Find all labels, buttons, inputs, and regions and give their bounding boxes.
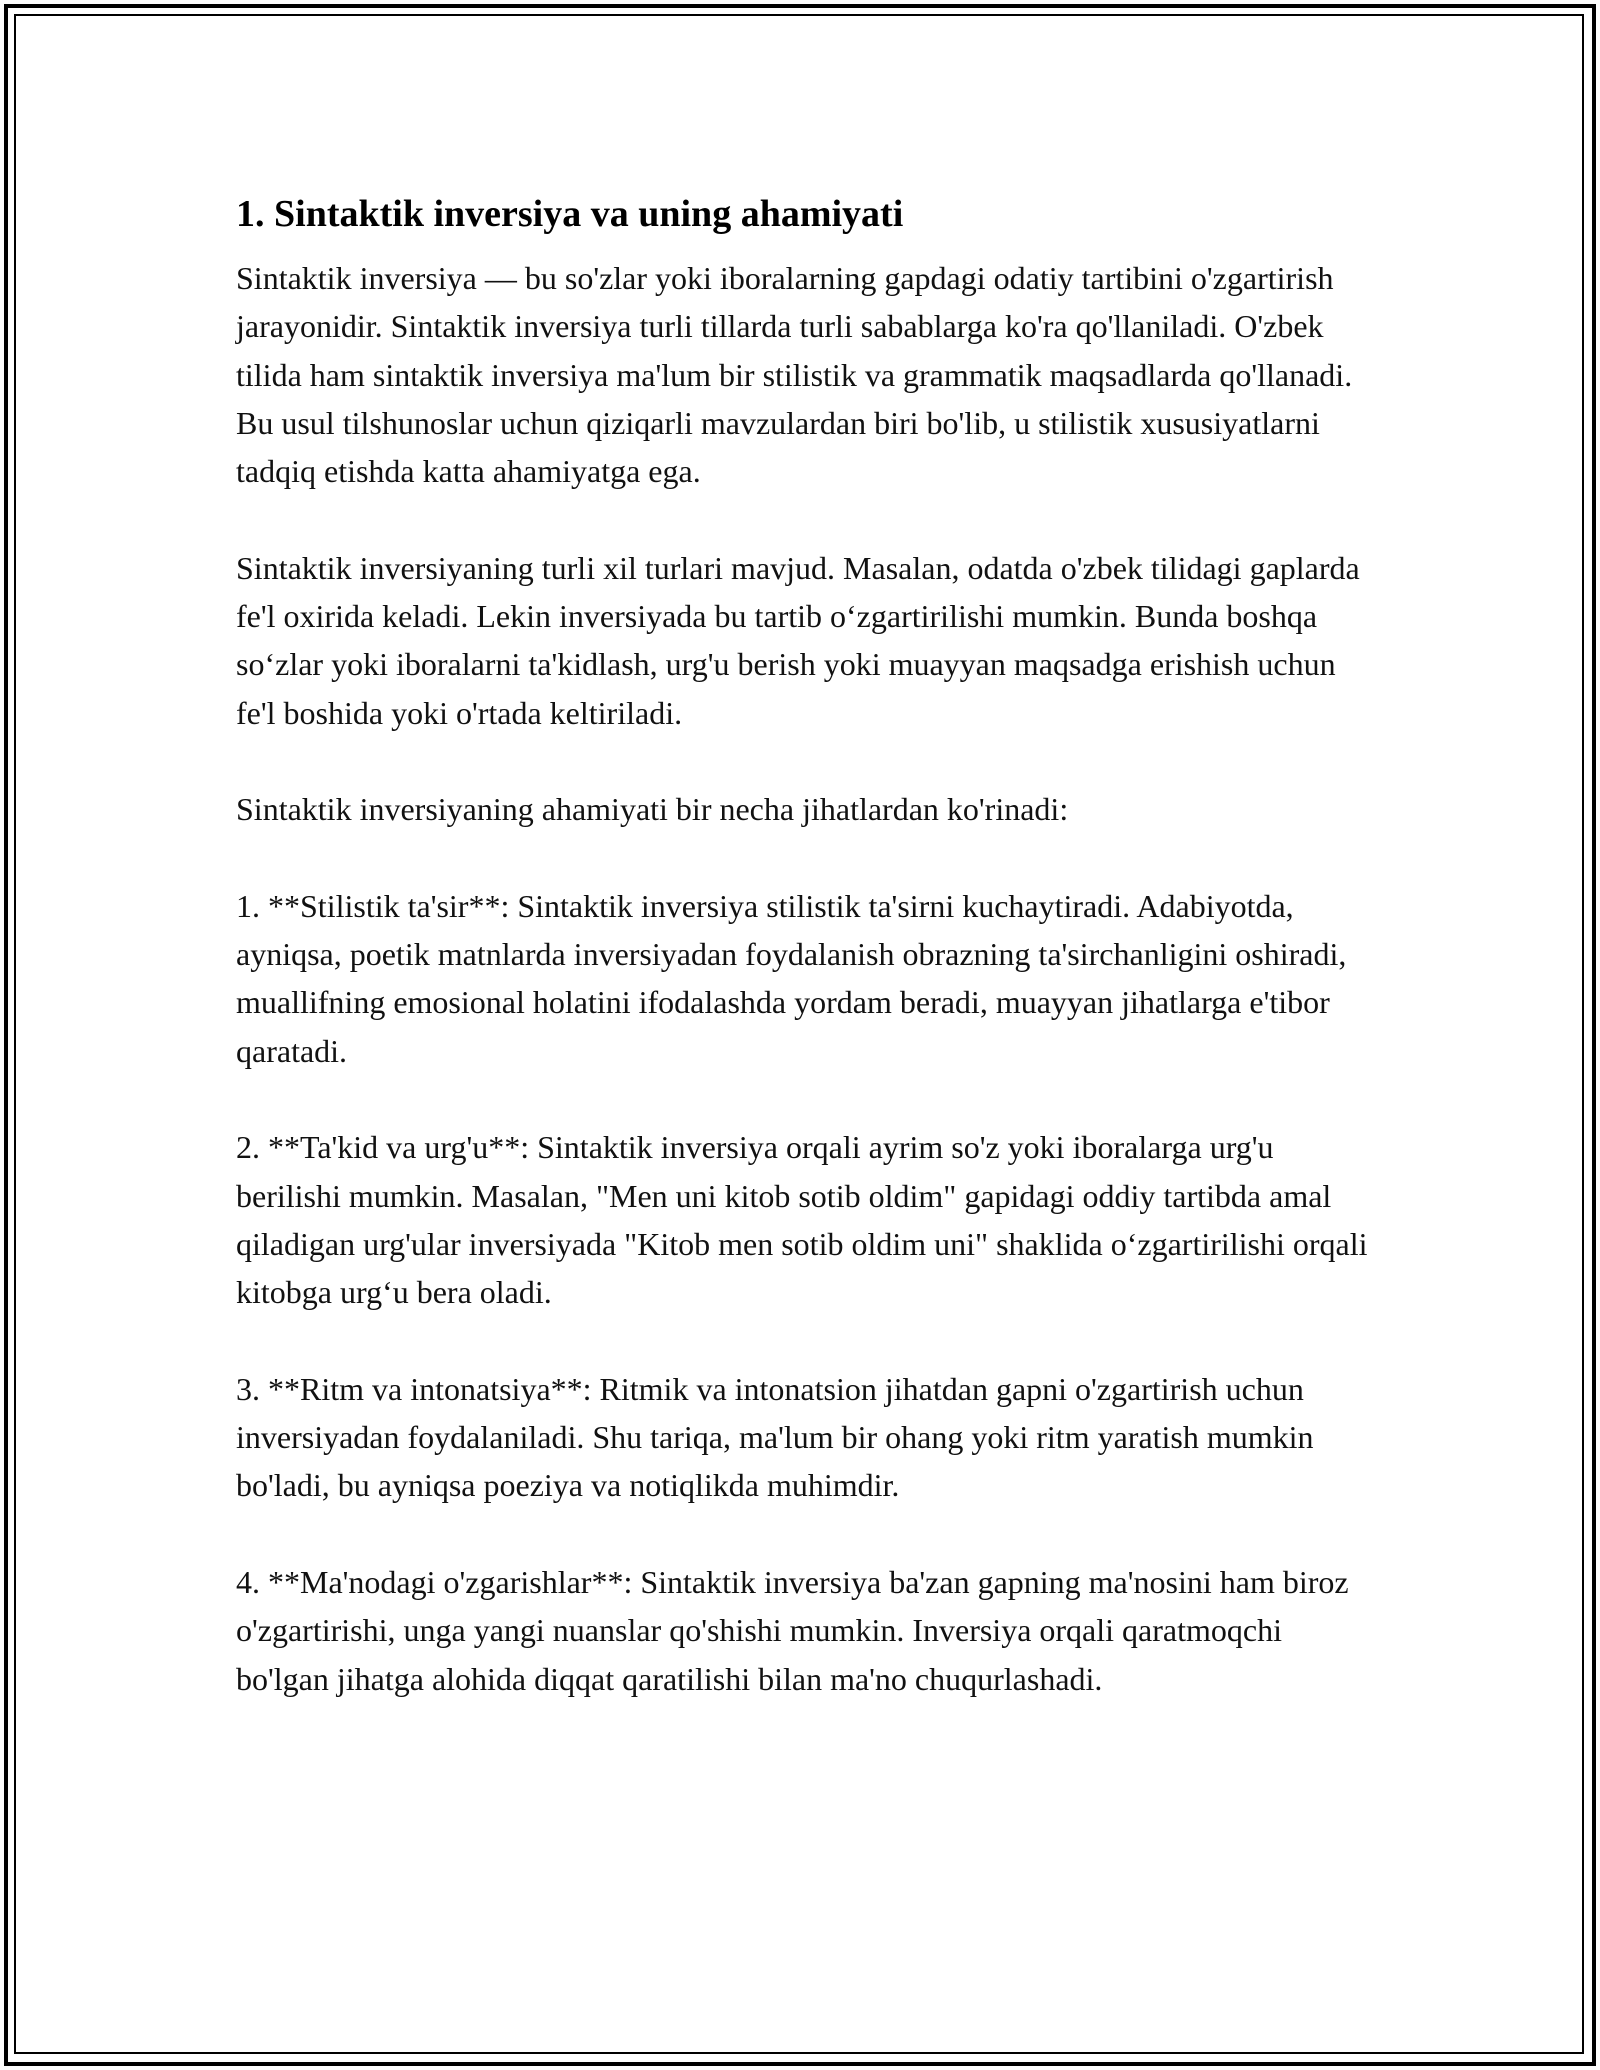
paragraph-importance-intro: Sintaktik inversiyaning ahamiyati bir necha jihatlardan ko'rinadi: bbox=[236, 791, 1069, 828]
list-item-rhythm: 3. **Ritm va intonatsiya**: Ritmik va intonatsion jihatdan gapni o'zgartirish uchun inversiyadan foydalaniladi. Shu tariqa, ma'lum bir ohang yoki ritm yaratish mumkin bo'ladi, bu ayniqsa poeziya va notiqlikda muhimdir. bbox=[236, 1370, 1314, 1504]
list-item-meaning-changes: 4. **Ma'nodagi o'zgarishlar**: Sintaktik inversiya ba'zan gapning ma'nosini ham biroz o'zgartirishi, unga yangi nuanslar qo'shishi mumkin. Inversiya orqali qaratmoqchi bo'lgan jihatga alohida diqqat qaratilishi bilan ma'no chuqurlashadi. bbox=[236, 1564, 1349, 1697]
section-heading: 1. Sintaktik inversiya va uning ahamiyati bbox=[236, 193, 904, 235]
list-item-stylistic-effect: 1. **Stilistik ta'sir**: Sintaktik inversiya stilistik ta'sirni kuchaytiradi. Adabiyotda, ayniqsa, poetik matnlarda inversiyadan foydalanish obrazning ta'sirchanligini oshiradi, muallifning emosional holatini ifodalashda yordam beradi, muayyan jihatlarga e'tibor qaratadi. bbox=[236, 887, 1347, 1069]
document-body bbox=[236, 186, 1376, 1751]
list-item-emphasis: 2. **Ta'kid va urg'u**: Sintaktik inversiya orqali ayrim so'z yoki iboralarga urg'u berilishi mumkin. Masalan, "Men uni kitob sotib oldim" gapidagi oddiy tartibda amal qiladigan urg'ular inversiyada "Kitob men sotib oldim uni" shaklida o‘zgartirilishi orqali kitobga urg‘u bera oladi. bbox=[236, 1129, 1368, 1311]
paragraph-types: Sintaktik inversiyaning turli xil turlari mavjud. Masalan, odatda o'zbek tilidagi gaplarda fe'l oxirida keladi. Lekin inversiyada bu tartib o‘zgartirilishi mumkin. Bunda boshqa so‘zlar yoki iboralarni ta'kidlash, urg'u berish yoki muayyan maqsadga erishish uchun fe'l boshida yoki o'rtada keltiriladi. bbox=[236, 549, 1360, 731]
paragraph-definition: Sintaktik inversiya — bu so'zlar yoki iboralarning gapdagi odatiy tartibini o'zgartirish jarayonidir. Sintaktik inversiya turli tillarda turli sabablarga ko'ra qo'llaniladi. O'zbek tilida ham sintaktik inversiya ma'lum bir stilistik va grammatik maqsadlarda qo'llanadi. Bu usul tilshunoslar uchun qiziqarli mavzulardan biri bo'lib, u stilistik xususiyatlarni tadqiq etishda katta ahamiyatga ega. bbox=[236, 260, 1353, 490]
